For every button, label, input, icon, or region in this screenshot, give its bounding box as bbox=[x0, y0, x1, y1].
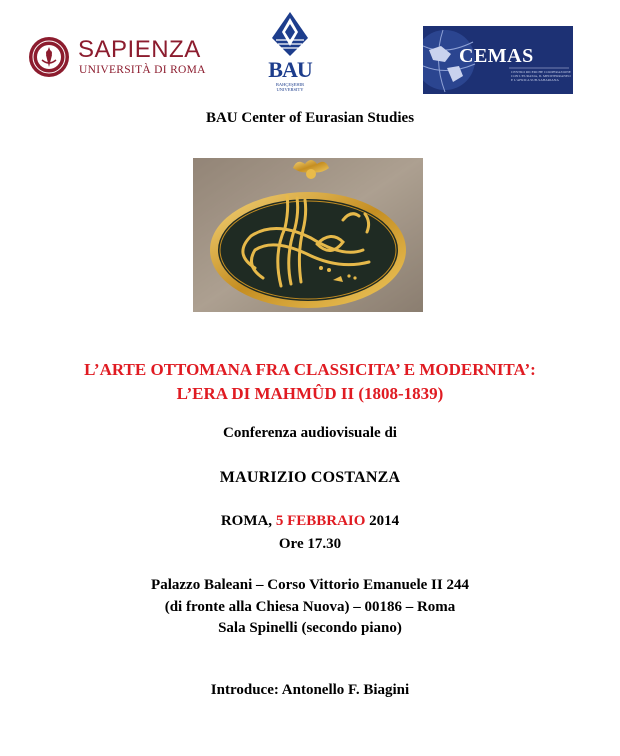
speaker-name: MAURIZIO COSTANZA bbox=[219, 469, 401, 486]
sapienza-name: SAPIENZA bbox=[78, 36, 201, 63]
sapienza-seal-icon bbox=[28, 36, 70, 78]
date-day: 5 FEBBRAIO bbox=[275, 513, 366, 529]
logo-bar bbox=[0, 0, 620, 110]
date-year: 2014 bbox=[369, 513, 400, 529]
event-date bbox=[0, 513, 620, 530]
bau-name: BAU bbox=[268, 57, 312, 82]
bau-emblem-icon bbox=[268, 10, 312, 58]
tughra-image bbox=[193, 158, 423, 312]
address-line-2: (di fronte alla Chiesa Nuova) – 00186 – Roma bbox=[164, 599, 456, 615]
date-city: ROMA, bbox=[220, 513, 273, 529]
introducer bbox=[0, 682, 620, 699]
bau-subtitle: BAHÇEŞEHIR UNIVERSITY bbox=[275, 82, 305, 92]
address-line-3: Sala Spinelli (secondo piano) bbox=[218, 620, 402, 636]
introducer-name: Antonello F. Biagini bbox=[281, 682, 410, 698]
event-title-line-2: L’ERA DI MAHMÛD II (1808-1839) bbox=[176, 384, 444, 403]
introducer-label: Introduce: bbox=[210, 682, 279, 698]
cemas-name: CEMAS bbox=[459, 45, 534, 67]
sapienza-logo bbox=[28, 36, 206, 82]
cemas-subtitle: CENTRO RICERCHE COOPERAZIONE CON L'EURASIA, IL MEDITERRANEO E L'AFRICA SUB-SAHARIANA bbox=[511, 70, 571, 82]
center-name: BAU Center of Eurasian Studies bbox=[205, 110, 415, 126]
sapienza-subtitle: UNIVERSITÀ DI ROMA bbox=[79, 64, 206, 76]
event-title-line-1: L’ARTE OTTOMANA FRA CLASSICITA’ E MODERNITA’: bbox=[84, 360, 536, 379]
event-time: Ore 17.30 bbox=[278, 536, 342, 552]
cemas-logo bbox=[423, 26, 573, 94]
event-type: Conferenza audiovisuale di bbox=[223, 425, 397, 441]
address-line-1: Palazzo Baleani – Corso Vittorio Emanuele II 244 bbox=[151, 577, 469, 593]
bau-logo bbox=[262, 10, 318, 90]
